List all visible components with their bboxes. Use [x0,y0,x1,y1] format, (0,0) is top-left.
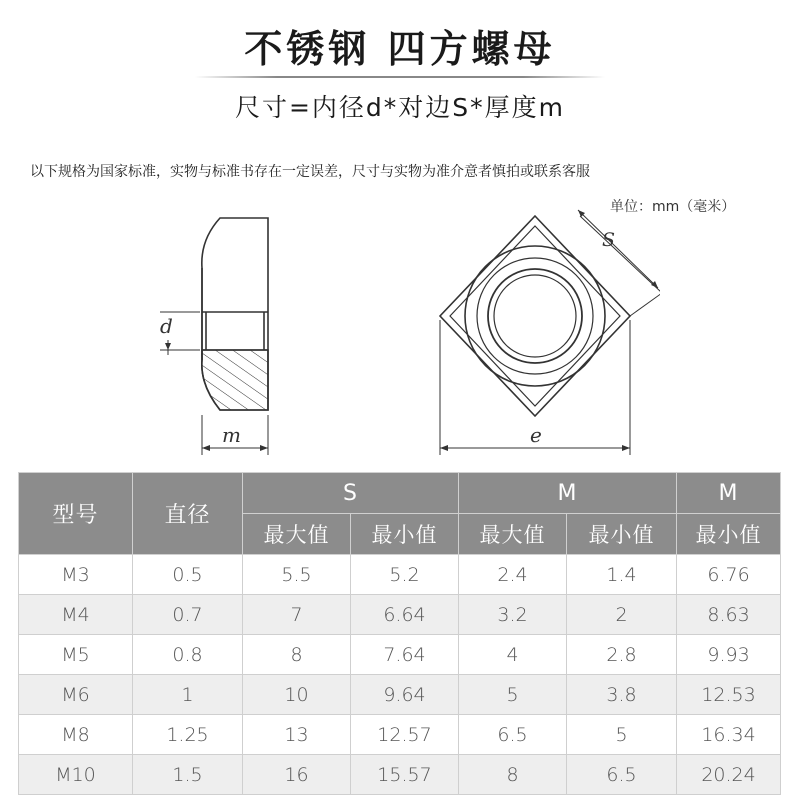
header-group-m2: M [677,473,781,514]
table-row [19,755,781,795]
label-d: d [160,314,173,338]
header-diameter: 直径 [133,473,243,555]
header-group-s: S [243,473,459,514]
hatched-section [202,350,268,410]
header-m2-min: 最小值 [677,514,781,555]
cell-s-max: 16 [243,755,351,795]
cell-s-max: 13 [243,715,351,755]
cell-diameter: 1 [133,675,243,715]
cell-m2-min: 8.63 [677,595,781,635]
table-row [19,555,781,595]
header-s-min: 最小值 [351,514,459,555]
label-e: e [530,423,542,447]
page-subtitle: 尺寸=内径d*对边S*厚度m [234,93,566,122]
cell-m-max: 2.4 [459,555,567,595]
disclaimer-note: 以下规格为国家标准，实物与标准书存在一定误差，尺寸与实物为准介意者慎拍或联系客服 [30,164,590,180]
cell-diameter: 1.5 [133,755,243,795]
label-m: m [222,423,241,447]
cell-m-min: 3.8 [567,675,677,715]
cell-s-min: 9.64 [351,675,459,715]
cell-m2-min: 6.76 [677,555,781,595]
spec-table [18,472,781,795]
cell-m2-min: 16.34 [677,715,781,755]
cell-m2-min: 9.93 [677,635,781,675]
cell-s-max: 5.5 [243,555,351,595]
cell-m-max: 3.2 [459,595,567,635]
header-m-min: 最小值 [567,514,677,555]
cell-model: M4 [19,595,133,635]
cell-s-min: 7.64 [351,635,459,675]
cell-s-max: 8 [243,635,351,675]
cell-m2-min: 20.24 [677,755,781,795]
cell-diameter: 0.5 [133,555,243,595]
nut-technical-drawing [140,200,660,465]
cell-diameter: 0.8 [133,635,243,675]
cell-model: M3 [19,555,133,595]
side-view [160,218,268,455]
header-model: 型号 [19,473,133,555]
cell-m-max: 5 [459,675,567,715]
cell-model: M10 [19,755,133,795]
title-divider [195,76,605,78]
unit-label: 单位：mm（毫米） [610,199,736,215]
table-row [19,675,781,715]
label-s: S [602,229,616,251]
header-s-max: 最大值 [243,514,351,555]
header-group-m: M [459,473,677,514]
cell-s-min: 6.64 [351,595,459,635]
cell-m-min: 2 [567,595,677,635]
cell-s-min: 12.57 [351,715,459,755]
cell-diameter: 0.7 [133,595,243,635]
table-row [19,715,781,755]
table-row [19,595,781,635]
cell-m-max: 8 [459,755,567,795]
cell-s-min: 15.57 [351,755,459,795]
cell-s-min: 5.2 [351,555,459,595]
cell-model: M8 [19,715,133,755]
cell-s-max: 7 [243,595,351,635]
cell-m-max: 6.5 [459,715,567,755]
cell-model: M5 [19,635,133,675]
cell-m-min: 5 [567,715,677,755]
cell-m-min: 6.5 [567,755,677,795]
cell-m2-min: 12.53 [677,675,781,715]
cell-model: M6 [19,675,133,715]
top-view [440,210,660,455]
cell-m-min: 1.4 [567,555,677,595]
header-m-max: 最大值 [459,514,567,555]
cell-m-max: 4 [459,635,567,675]
cell-s-max: 10 [243,675,351,715]
page-title: 不锈钢 四方螺母 [244,27,556,71]
cell-diameter: 1.25 [133,715,243,755]
cell-m-min: 2.8 [567,635,677,675]
table-row [19,635,781,675]
